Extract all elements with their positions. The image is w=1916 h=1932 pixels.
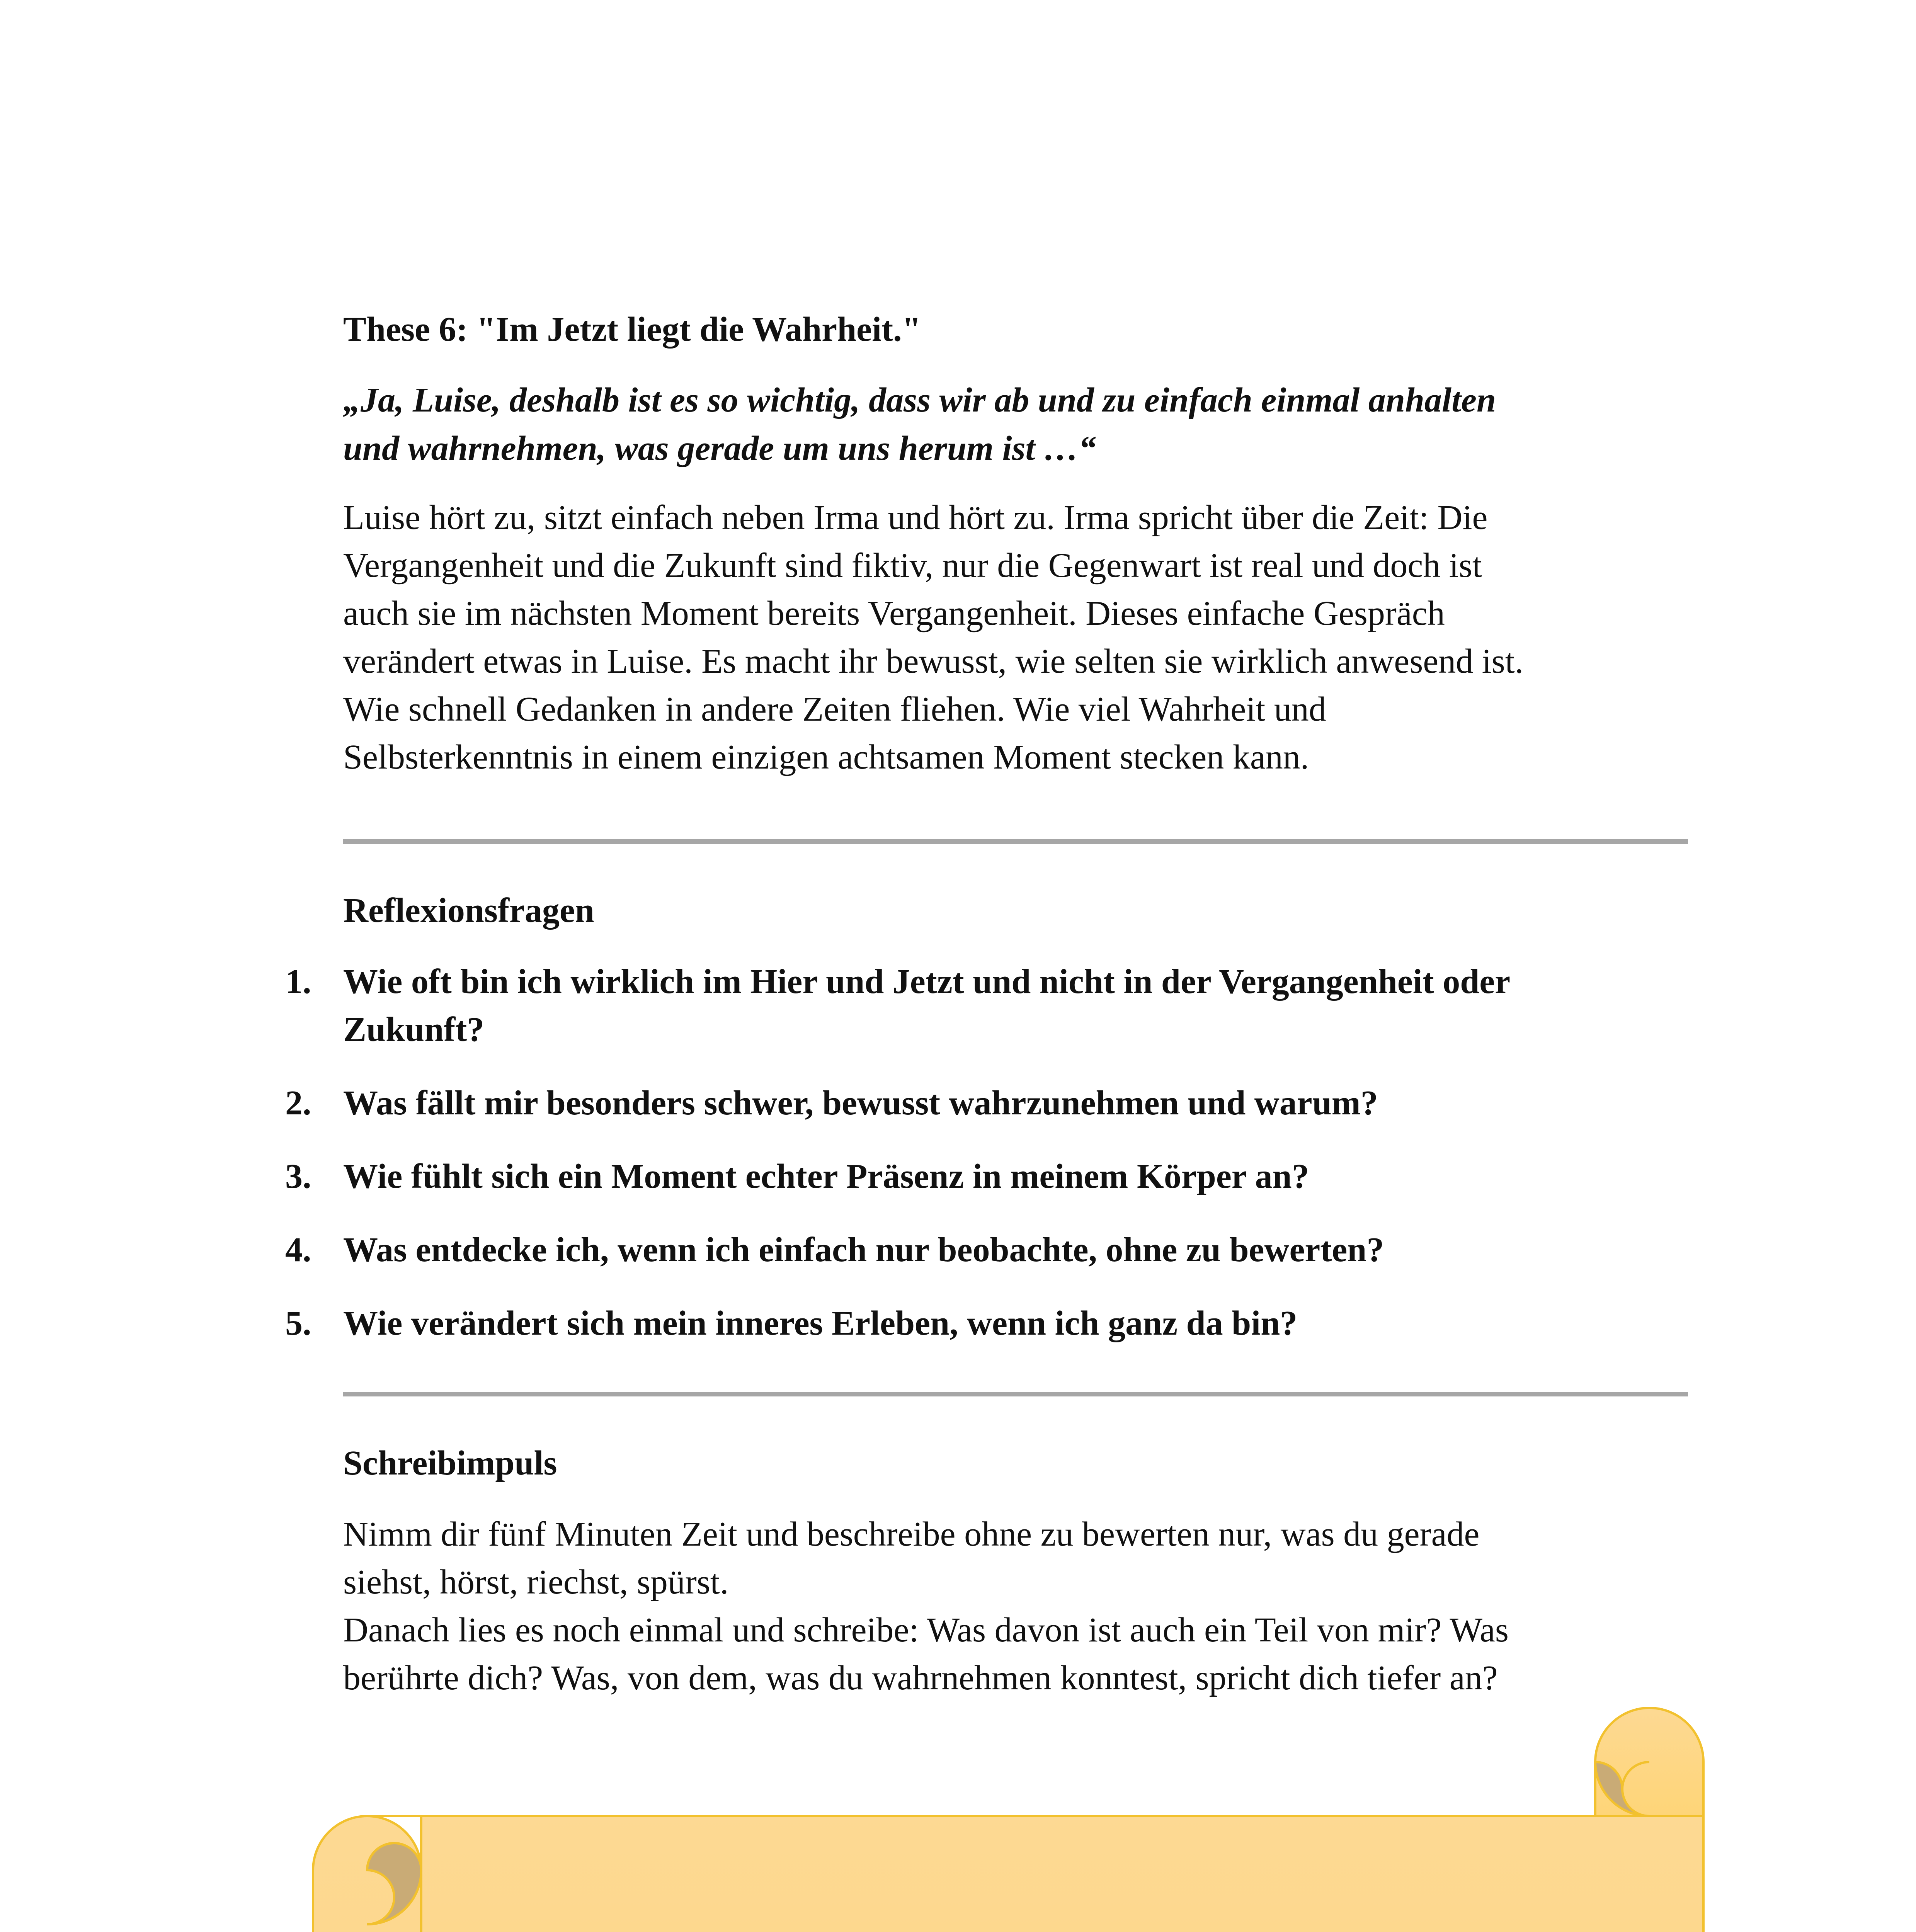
prompt-line: Danach lies es noch einmal und schreibe: Was davon ist auch ein Teil von mir? Was: [343, 1611, 1509, 1649]
question-number: 5.: [285, 1304, 311, 1342]
prompt-line: berührte dich? Was, von dem, was du wahrnehmen konntest, spricht dich tiefer an?: [343, 1659, 1498, 1697]
quote-line: „Ja, Luise, deshalb ist es so wichtig, dass wir ab und zu einfach einmal anhalten: [343, 381, 1496, 419]
scroll-main-sheet: [367, 1816, 1703, 1932]
paragraph-line: verändert etwas in Luise. Es macht ihr bewusst, wie selten sie wirklich anwesend ist.: [343, 642, 1524, 680]
writing-prompt-title: Schreibimpuls: [343, 1444, 557, 1482]
question-line: Zukunft?: [343, 1010, 485, 1049]
question-number: 2.: [285, 1084, 311, 1122]
paragraph-line: auch sie im nächsten Moment bereits Vergangenheit. Dieses einfache Gespräch: [343, 594, 1445, 633]
question-line: Was entdecke ich, wenn ich einfach nur beobachte, ohne zu bewerten?: [343, 1231, 1384, 1269]
quote-line: und wahrnehmen, was gerade um uns herum ist …“: [343, 429, 1096, 468]
paragraph-line: Luise hört zu, sitzt einfach neben Irma und hört zu. Irma spricht über die Zeit: Die: [343, 498, 1488, 537]
prompt-line: Nimm dir fünf Minuten Zeit und beschreibe ohne zu bewerten nur, was du gerade: [343, 1515, 1480, 1553]
question-number: 1.: [285, 963, 311, 1001]
question-line: Wie fühlt sich ein Moment echter Präsenz in meinem Körper an?: [343, 1157, 1309, 1196]
thesis-heading: These 6: "Im Jetzt liegt die Wahrheit.": [343, 310, 921, 349]
paragraph-line: Wie schnell Gedanken in andere Zeiten fliehen. Wie viel Wahrheit und: [343, 690, 1326, 728]
question-line: Wie oft bin ich wirklich im Hier und Jetzt und nicht in der Vergangenheit oder: [343, 963, 1511, 1001]
question-line: Wie verändert sich mein inneres Erleben, wenn ich ganz da bin?: [343, 1304, 1298, 1342]
question-line: Was fällt mir besonders schwer, bewusst wahrzunehmen und warum?: [343, 1084, 1378, 1122]
question-number: 4.: [285, 1231, 311, 1269]
paragraph-line: Vergangenheit und die Zukunft sind fiktiv, nur die Gegenwart ist real und doch ist: [343, 546, 1482, 585]
prompt-line: siehst, hörst, riechst, spürst.: [343, 1563, 729, 1601]
paragraph-line: Selbsterkenntnis in einem einzigen achtsamen Moment stecken kann.: [343, 738, 1309, 776]
question-number: 3.: [285, 1157, 311, 1196]
reflection-title: Reflexionsfragen: [343, 891, 594, 930]
